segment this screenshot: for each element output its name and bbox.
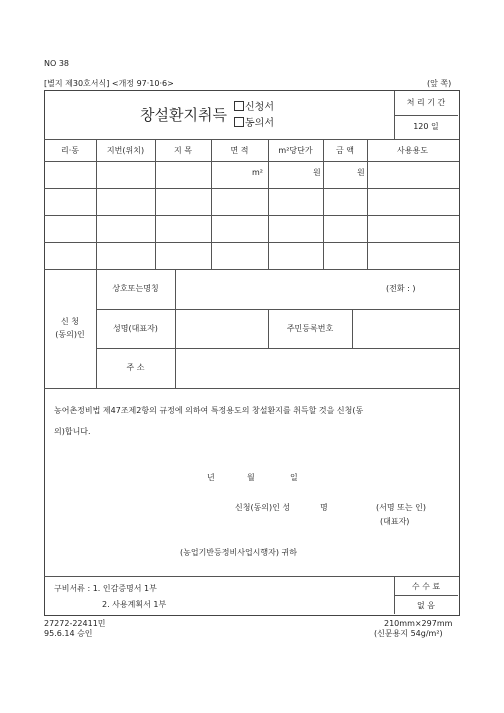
unit-amount-won: 원 xyxy=(357,168,365,177)
col-header-area: 면 적 xyxy=(230,146,249,155)
unit-area: m² xyxy=(252,168,263,177)
col-header-lot-number: 지번(위치) xyxy=(106,146,145,155)
option-apply[interactable]: 신청서 xyxy=(234,101,274,113)
signer-label: 신청(동의)인 성 xyxy=(235,503,291,512)
option-consent[interactable]: 동의서 xyxy=(234,117,274,129)
resident-number-label: 주민등록번호 xyxy=(286,324,334,333)
doc-number: NO 38 xyxy=(44,59,70,68)
checkbox-icon[interactable] xyxy=(234,101,244,111)
documents-item2: 2. 사용계획서 1부 xyxy=(102,600,167,609)
col-header-amount: 금 액 xyxy=(336,146,354,155)
col-header-usage: 사용용도 xyxy=(397,146,428,155)
phone-label: (전화 : ) xyxy=(386,284,416,293)
footer-paper-type: (신문용지 54g/m²) xyxy=(374,629,443,638)
footer-approval: 95.6.14 승인 xyxy=(44,629,93,638)
title-area xyxy=(44,91,394,139)
processing-label: 처 리 기 간 xyxy=(406,98,446,107)
unit-price-won: 원 xyxy=(313,168,321,177)
col-header-unit-price: m²당단가 xyxy=(278,146,313,155)
col-header-ri-dong: 리·동 xyxy=(61,146,79,155)
processing-value: 120 일 xyxy=(413,122,439,131)
checkbox-icon[interactable] xyxy=(234,117,244,127)
statement-line1: 농어촌정비법 제47조제2항의 규정에 의하여 특정용도의 창설환지를 취득할 것을 신청(동 xyxy=(54,406,364,415)
business-name-label: 상호또는명칭 xyxy=(112,284,159,293)
signer-name-char: 명 xyxy=(320,503,328,512)
statement-line2: 의)합니다. xyxy=(54,427,91,436)
date-month: 월 xyxy=(247,473,255,482)
addressee: (농업기반등정비사업시행자) 귀하 xyxy=(180,548,297,557)
form-reference: [별지 제30호서식] <개정 97·10·6> xyxy=(44,79,174,88)
date-day: 일 xyxy=(290,473,298,482)
page-side: (앞 쪽) xyxy=(427,79,452,88)
applicant-label-line1: 신 청 xyxy=(61,317,79,326)
fee-label: 수 수 료 xyxy=(411,582,441,591)
documents-label: 구비서류 : 1. 인감증명서 1부 xyxy=(54,584,157,593)
signature-label: (서명 또는 인) xyxy=(376,503,426,512)
col-header-land-category: 지 목 xyxy=(174,146,192,155)
footer-paper-size: 210mm×297mm xyxy=(384,619,453,628)
address-label: 주 소 xyxy=(126,363,145,372)
footer-form-number: 27272-22411민 xyxy=(44,619,106,628)
name-label: 성명(대표자) xyxy=(113,324,158,333)
representative-label: (대표자) xyxy=(380,517,410,526)
date-year: 년 xyxy=(207,473,215,482)
page-title: 창설환지취득 xyxy=(140,106,227,124)
applicant-label-line2: (동의)인 xyxy=(55,330,85,339)
fee-value: 없 음 xyxy=(417,601,435,610)
